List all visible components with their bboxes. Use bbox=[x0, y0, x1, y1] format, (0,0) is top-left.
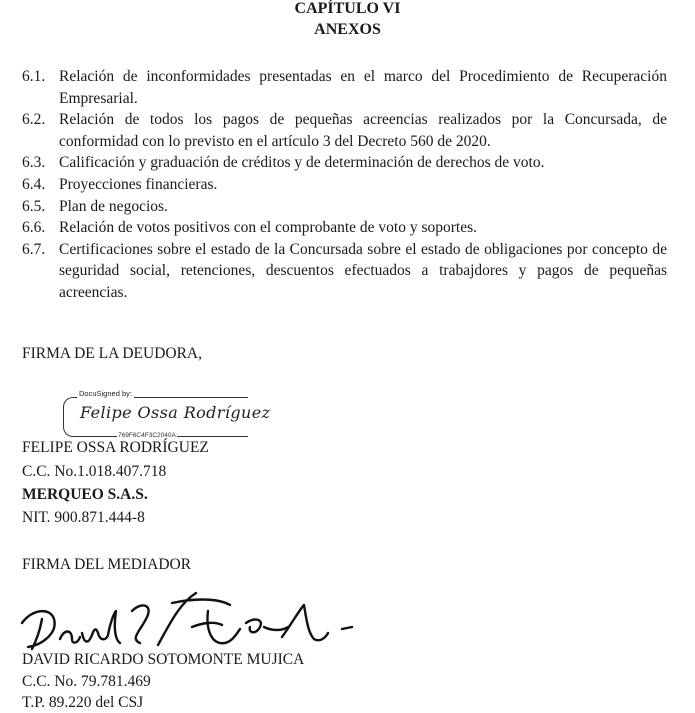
annex-text: Proyecciones financieras. bbox=[59, 175, 218, 193]
mediator-id: C.C. No. 79.781.469 bbox=[22, 673, 151, 690]
annex-number: 6.3. bbox=[22, 154, 46, 172]
list-item bbox=[22, 239, 667, 304]
annex-number: 6.1. bbox=[22, 68, 46, 85]
annex-text: Plan de negocios. bbox=[59, 197, 168, 215]
debtor-id: C.C. No.1.018.407.718 bbox=[22, 463, 167, 480]
debtor-signature-heading: FIRMA DE LA DEUDORA, bbox=[22, 345, 202, 362]
annex-text: Relación de todos los pagos de pequeñas acreencias realizados por la Concursada, de conformidad con lo previsto en el artículo 3 del Decreto 560 de 2020. bbox=[59, 111, 667, 150]
list-item bbox=[22, 109, 667, 152]
chapter-title: CAPÍTULO VI bbox=[294, 0, 401, 17]
docusign-code: 769F6C4F3C2040A bbox=[118, 432, 176, 439]
mediator-name: DAVID RICARDO SOTOMONTE MUJICA bbox=[22, 651, 305, 668]
annex-number: 6.6. bbox=[22, 219, 46, 237]
list-item bbox=[22, 174, 667, 196]
list-item bbox=[22, 66, 667, 109]
debtor-handwritten-signature: Felipe Ossa Rodríguez bbox=[80, 403, 271, 422]
annex-number: 6.5. bbox=[22, 197, 46, 215]
mediator-signature-heading: FIRMA DEL MEDIADOR bbox=[22, 556, 192, 573]
company-name: MERQUEO S.A.S. bbox=[22, 486, 148, 503]
list-item bbox=[22, 196, 667, 218]
list-item bbox=[22, 217, 667, 239]
annex-number: 6.4. bbox=[22, 175, 46, 193]
annex-text: Certificaciones sobre el estado de la Concursada sobre el estado de obligaciones por concepto de seguridad social, retenciones, descuentos efectuados a trabajdores y pagos de pequeñas acreencias. bbox=[59, 240, 667, 301]
docusign-label: DocuSigned by: bbox=[79, 389, 132, 398]
annex-text: Relación de inconformidades presentadas en el marco del Procedimiento de Recuperación Empresarial. bbox=[59, 68, 667, 107]
annex-number: 6.2. bbox=[22, 111, 46, 129]
list-item bbox=[22, 152, 667, 174]
annex-number: 6.7. bbox=[22, 240, 46, 258]
company-nit: NIT. 900.871.444-8 bbox=[22, 509, 145, 526]
annex-text: Calificación y graduación de créditos y de determinación de derechos de voto. bbox=[59, 154, 545, 172]
annex-list bbox=[22, 66, 667, 304]
debtor-name: FELIPE OSSA RODRÍGUEZ bbox=[22, 439, 209, 456]
mediator-professional-card: T.P. 89.220 del CSJ bbox=[22, 694, 144, 711]
annex-text: Relación de votos positivos con el comprobante de voto y soportes. bbox=[59, 219, 477, 237]
chapter-subtitle: ANEXOS bbox=[314, 21, 381, 38]
docusign-signature-block bbox=[63, 389, 271, 439]
